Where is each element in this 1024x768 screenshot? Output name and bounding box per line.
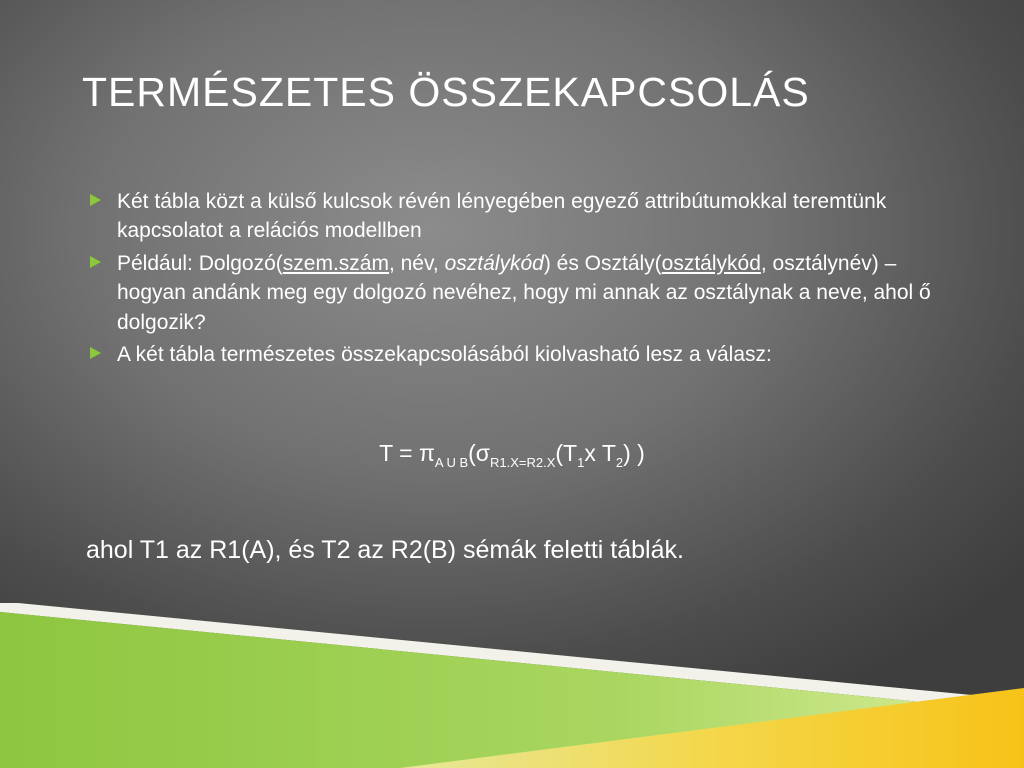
- bullet-text-1: Két tábla közt a külső kulcsok révén lényegében egyező attribútumokkal teremtünk kapcsolatot a relációs modellben: [117, 190, 887, 243]
- formula-lhs: T = π: [379, 440, 435, 466]
- projection-subscript: A U B: [434, 455, 469, 470]
- selection-subscript: R1.X=R2.X: [489, 455, 556, 470]
- text-segment: , név,: [388, 251, 445, 275]
- formula-t1: (T: [555, 440, 578, 466]
- text-segment: Például: Dolgozó(: [117, 251, 283, 275]
- primary-key-osztaly: osztálykód: [661, 251, 761, 275]
- formula-product: x T: [584, 440, 616, 466]
- formula-sigma: (σ: [468, 440, 490, 466]
- bullet-text-3: A két tábla természetes összekapcsolásából kiolvasható lesz a válasz:: [117, 342, 772, 366]
- formula-close: ) ): [623, 440, 645, 466]
- foreign-key: osztálykód: [444, 251, 544, 275]
- t2-subscript: 2: [615, 455, 624, 470]
- primary-key-dolgozo: szem.szám: [282, 251, 389, 275]
- t1-subscript: 1: [577, 455, 585, 470]
- text-segment: , osztálynév) – hogyan andánk meg egy dolgozó nevéhez, hogy mi annak az osztálynak a neve, ahol ő dolgozik?: [117, 251, 931, 334]
- explanation-note: ahol T1 az R1(A), és T2 az R2(B) sémák feletti táblák.: [86, 536, 684, 564]
- text-segment: ) és Osztály(: [543, 251, 662, 275]
- slide-title: TERMÉSZETES ÖSSZEKAPCSOLÁS: [82, 69, 810, 115]
